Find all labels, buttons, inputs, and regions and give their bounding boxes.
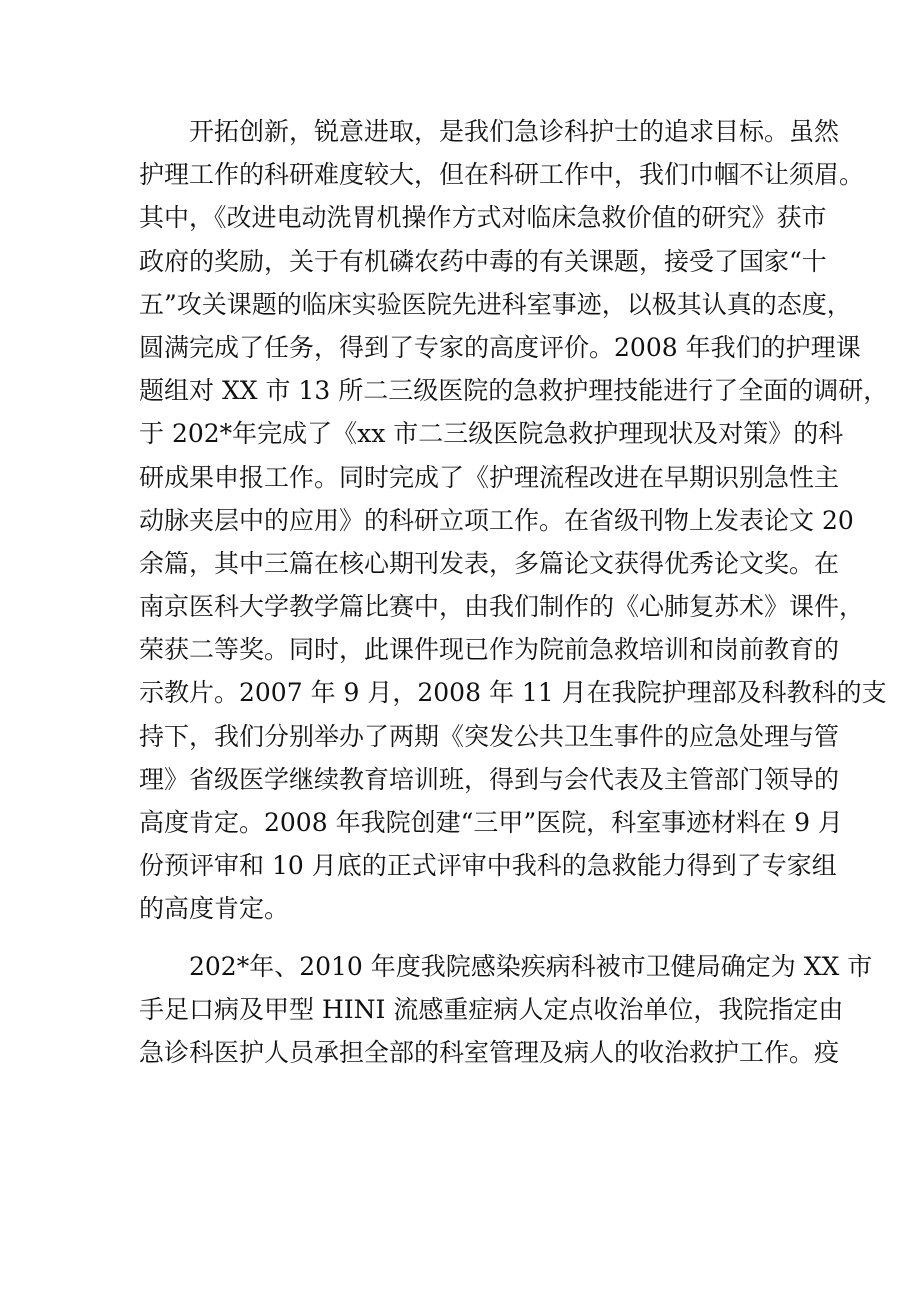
text-line: 动脉夹层中的应用》的科研立项工作。在省级刊物上发表论文 20 — [139, 505, 854, 535]
text-line: 题组对 XX 市 13 所二三级医院的急救护理技能进行了全面的调研， — [139, 376, 889, 406]
text-line: 手足口病及甲型 HINI 流感重症病人定点收治单位，我院指定由 — [139, 994, 844, 1024]
text-line: 余篇，其中三篇在核心期刊发表，多篇论文获得优秀论文奖。在 — [139, 548, 840, 578]
text-line: 持下，我们分别举办了两期《突发公共卫生事件的应急处理与管 — [139, 721, 840, 751]
text-line: 南京医科大学教学篇比赛中，由我们制作的《心肺复苏术》课件， — [139, 592, 865, 622]
text-line: 于 202*年完成了《xx 市二三级医院急救护理现状及对策》的科 — [139, 419, 844, 449]
text-line: 急诊科医护人员承担全部的科室管理及病人的收治救护工作。疫 — [139, 1037, 840, 1067]
body-text — [139, 110, 889, 1074]
text-line: 五”攻关课题的临床实验医院先进科室事迹，以极其认真的态度， — [139, 289, 852, 319]
text-line: 荣获二等奖。同时，此课件现已作为院前急救培训和岗前教育的 — [139, 635, 840, 665]
text-line: 圆满完成了任务，得到了专家的高度评价。2008 年我们的护理课 — [139, 332, 861, 362]
text-line: 高度肯定。2008 年我院创建“三甲”医院，科室事迹材料在 9 月 — [139, 808, 843, 837]
text-line: 份预评审和 10 月底的正式评审中我科的急救能力得到了专家组 — [139, 851, 837, 881]
paragraph-epidemic — [139, 945, 873, 1075]
text-line: 示教片。2007 年 9 月，2008 年 11 月在我院护理部及科教科的支 — [139, 678, 887, 708]
text-line: 202*年、2010 年度我院感染疾病科被市卫健局确定为 XX 市 — [189, 951, 873, 981]
text-line: 研成果申报工作。同时完成了《护理流程改进在早期识别急性主 — [139, 462, 840, 492]
text-line: 理》省级医学继续教育培训班，得到与会代表及主管部门领导的 — [139, 764, 840, 794]
text-line: 的高度肯定。 — [139, 894, 290, 924]
paragraph-research — [139, 110, 889, 931]
paragraph-gap — [139, 931, 791, 945]
text-line: 其中，《改进电动洗胃机操作方式对临床急救价值的研究》获市 — [139, 203, 827, 233]
text-line: 开拓创新，锐意进取，是我们急诊科护士的追求目标。虽然 — [189, 117, 840, 146]
text-line: 护理工作的科研难度较大，但在科研工作中，我们巾帼不让须眉。 — [139, 160, 865, 190]
text-line: 政府的奖励，关于有机磷农药中毒的有关课题，接受了国家“十 — [139, 246, 827, 276]
